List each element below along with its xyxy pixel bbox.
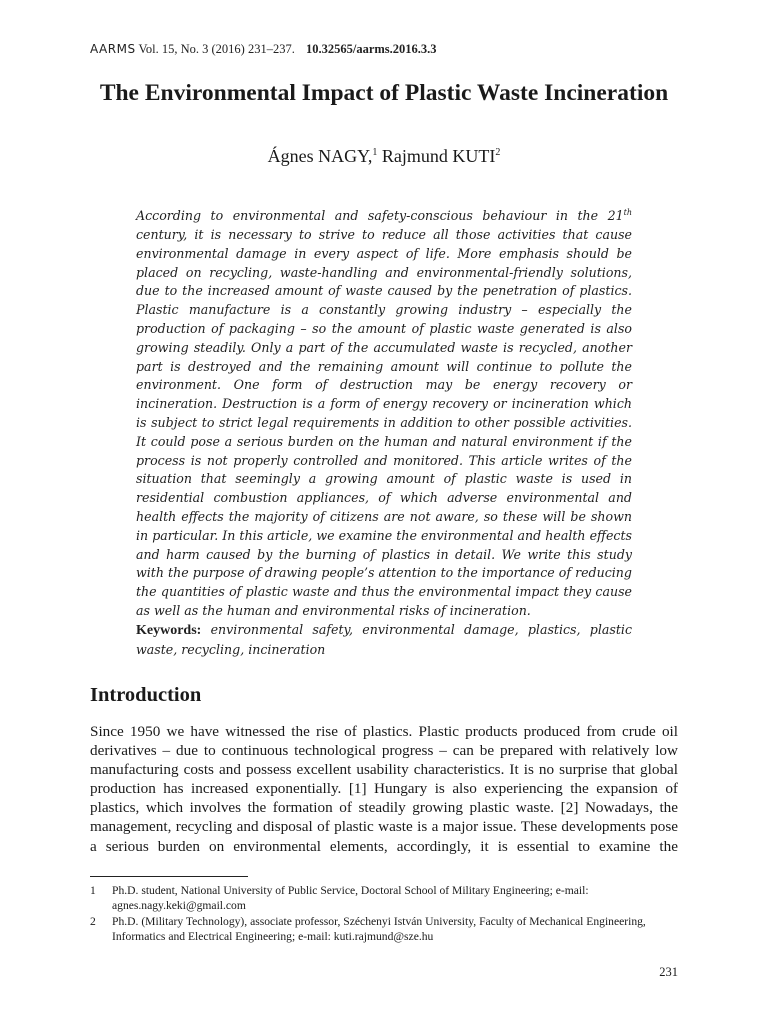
journal-logo: AARMS	[90, 42, 136, 56]
footnote-mark: 1	[372, 147, 378, 158]
footnotes	[90, 883, 678, 945]
section-heading: Introduction	[90, 684, 202, 706]
doi: 10.32565/aarms.2016.3.3	[305, 42, 437, 56]
abstract-text-rest: century, it is necessary to strive to reduce all those activities that cause environmental damage in every aspect of life. More emphasis should be placed on recycling, waste-handling and environmental-friendly solutions, due to the increased amount of waste caused by the penetration of plastics. Plastic manufacture is a constantly growing industry – especially the production of packaging – so the amount of plastic waste generated is also growing steadily. Only a part of the accumulated waste is recycled, another part is destroyed and the remaining amount will continue to pollute the environment. One form of destruction may be energy recovery or incineration. Destruction is a form of energy recovery or incineration which is subject to strict legal requirements in addition to other possible activities. It could pose a serious burden on the human and natural environment if the process is not properly controlled and monitored. This article writes of the situation that seemingly a growing amount of plastic waste is used in residential combustion appliances, of which adverse environmental and health effects the majority of citizens are not aware, so these will be shown in particular. In this article, we examine the environmental and health effects and harm caused by the burning of plastics in detail. We write this study with the purpose of drawing people’s attention to the importance of reducing the quantities of plastic waste and thus the environmental impact they cause as well as the human and environmental risks of incineration.	[136, 226, 632, 618]
abstract-text-start: According to environmental and safety-conscious behaviour in the 21	[136, 208, 624, 224]
author-list	[90, 146, 678, 167]
footnote-separator	[90, 876, 248, 877]
abstract-text	[136, 204, 632, 621]
body-paragraph: Since 1950 we have witnessed the rise of plastics. Plastic products produced from crude oil derivatives – due to continuous technological progress – can be prepared with relatively low manufacturing costs and possess excellent usability characteristics. It is no surprise that global production has increased exponentially. [1] Hungary is also experiencing the expansion of plastics, which involves the formation of steadily growing plastic waste. [2] Nowadays, the management, recycling and disposal of plastic waste is a major issue. These developments pose a serious burden on environmental elements, accordingly, it is essential to examine the	[90, 723, 678, 855]
paper-title: The Environmental Impact of Plastic Waste Incineration	[99, 80, 669, 106]
footnote-number: 2	[90, 915, 96, 928]
citation: Vol. 15, No. 3 (2016) 231–237.	[138, 42, 295, 56]
author-name: Rajmund KUTI	[381, 146, 496, 166]
footnote	[90, 883, 678, 913]
ordinal-superscript: th	[623, 208, 632, 217]
footnote-number: 1	[90, 884, 96, 897]
keywords	[136, 621, 632, 660]
keywords-list: environmental safety, environmental damage, plastics, plastic waste, recycling, incineration	[136, 621, 632, 657]
footnote-text: Ph.D. (Military Technology), associate professor, Széchenyi István University, Faculty of Mechanical Engineering, Informatics and Electrical Engineering; e-mail: kuti.rajmund@sze.hu	[112, 915, 646, 943]
abstract	[136, 204, 632, 659]
footnote-mark: 2	[495, 147, 501, 158]
footnote-text: Ph.D. student, National University of Public Service, Doctoral School of Military Engineering; e-mail: agnes.nagy.keki@gmail.com	[112, 884, 589, 912]
author-name: Ágnes NAGY,	[267, 146, 373, 166]
running-header	[90, 42, 437, 57]
footnote	[90, 914, 678, 944]
keywords-label: Keywords:	[136, 622, 202, 638]
page-number: 231	[659, 965, 678, 979]
